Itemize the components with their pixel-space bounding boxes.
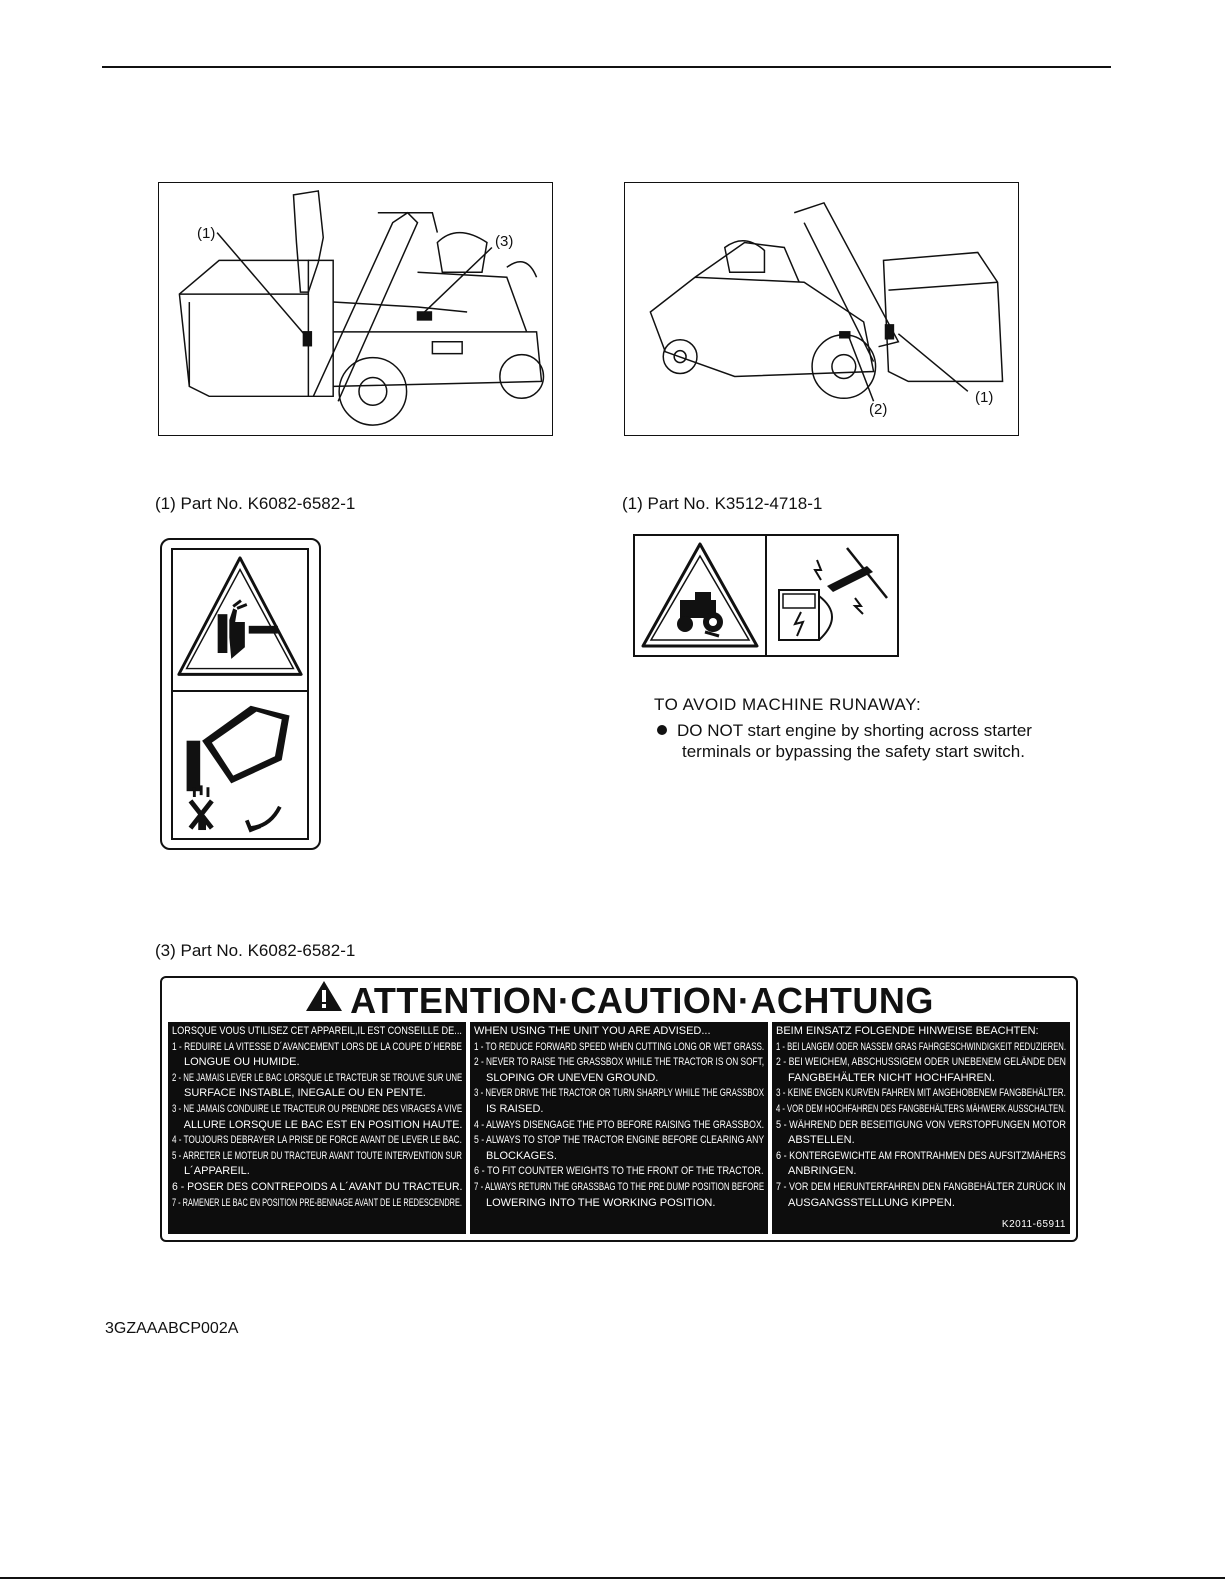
part-number-right: (1) Part No. K3512-4718-1 <box>622 494 823 513</box>
caution-line: 1 - BEI LANGEM ODER NASSEM GRAS FAHRGESCHWINDIGKEIT REDUZIEREN. <box>776 1040 1066 1053</box>
caution-line: LONGUE OU HUMIDE. <box>184 1056 300 1069</box>
caution-line: L´APPAREIL. <box>184 1165 250 1178</box>
decal-panel-bottom <box>171 692 309 840</box>
caution-line: 4 - TOUJOURS DEBRAYER LA PRISE DE FORCE AVANT DE LEVER LE BAC. <box>172 1134 462 1147</box>
warning-title: TO AVOID MACHINE RUNAWAY: <box>654 695 922 714</box>
tractor-runover-warning-icon <box>635 536 765 655</box>
caution-line: 3 - NEVER DRIVE THE TRACTOR OR TURN SHARPLY WHILE THE GRASSBOX <box>474 1087 765 1100</box>
mower-left-drawing <box>159 183 552 435</box>
caution-decal <box>160 976 1078 1242</box>
caution-line: 3 - KEINE ENGEN KURVEN FAHREN MIT ANGEHOBENEM FANGBEHÄLTER. <box>776 1087 1066 1100</box>
caution-line: 2 - NE JAMAIS LEVER LE BAC LORSQUE LE TRACTEUR SE TROUVE SUR UNE <box>172 1071 463 1084</box>
grassbox-tip-hazard-icon <box>173 692 307 836</box>
caution-line: 7 - ALWAYS RETURN THE GRASSBAG TO THE PRE DUMP POSITION BEFORE <box>474 1180 765 1193</box>
caution-line: WHEN USING THE UNIT YOU ARE ADVISED... <box>474 1025 711 1037</box>
decal2-panel-left <box>635 536 767 655</box>
caution-line: BLOCKAGES. <box>486 1149 557 1162</box>
decal-code: K2011-65911 <box>1001 1219 1066 1231</box>
caution-line: AUSGANGSSTELLUNG KIPPEN. <box>788 1196 955 1209</box>
caution-line: 3 - NE JAMAIS CONDUIRE LE TRACTEUR OU PRENDRE DES VIRAGES A VIVE <box>172 1102 463 1115</box>
decal2-panel-right <box>767 536 897 655</box>
figure-left-mower-illustration <box>158 182 553 436</box>
caution-line: 4 - VOR DEM HOCHFAHREN DES FANGBEHÄLTERS MÄHWERK AUSSCHALTEN. <box>776 1102 1066 1115</box>
caution-title-text: ATTENTION·CAUTION·ACHTUNG <box>350 980 934 1021</box>
figure-right-mower-illustration <box>624 182 1019 436</box>
caution-line: SLOPING OR UNEVEN GROUND. <box>486 1071 659 1084</box>
caution-line: 5 - ALWAYS TO STOP THE TRACTOR ENGINE BEFORE CLEARING ANY <box>474 1134 765 1147</box>
caution-line: SURFACE INSTABLE, INEGALE OU EN PENTE. <box>184 1087 426 1100</box>
caution-line: 1 - REDUIRE LA VITESSE D´AVANCEMENT LORS DE LA COUPE D´HERBE <box>172 1040 462 1053</box>
starter-short-prohibited-icon <box>767 536 897 655</box>
caution-line: 4 - ALWAYS DISENGAGE THE PTO BEFORE RAISING THE GRASSBOX. <box>474 1118 765 1131</box>
caution-line: FANGBEHÄLTER NICHT HOCHFAHREN. <box>788 1071 995 1084</box>
mower-right-drawing <box>625 183 1018 435</box>
caution-line: 5 - WÄHREND DER BESEITIGUNG VON VERSTOPFUNGEN MOTOR <box>776 1118 1066 1131</box>
crush-hand-warning-icon <box>173 550 307 690</box>
footer-document-code: 3GZAAABCP002A <box>105 1320 239 1337</box>
top-rule <box>102 66 1111 68</box>
caution-line: ANBRINGEN. <box>788 1165 857 1178</box>
caution-line: 7 - RAMENER LE BAC EN POSITION PRE-BENNAGE AVANT DE LE REDESCENDRE. <box>172 1196 462 1209</box>
decal-runaway-warning <box>633 534 899 657</box>
caution-columns <box>168 1022 1070 1234</box>
callout-2-right: (2) <box>869 401 888 418</box>
caution-line: BEIM EINSATZ FOLGENDE HINWEISE BEACHTEN: <box>776 1025 1039 1037</box>
part-number-left: (1) Part No. K6082-6582-1 <box>155 494 356 513</box>
warning-line-1 <box>657 721 1032 741</box>
decal-panel-top <box>171 548 309 692</box>
bottom-rule <box>0 1577 1225 1579</box>
caution-line: 2 - NEVER TO RAISE THE GRASSBOX WHILE THE TRACTOR IS ON SOFT, <box>474 1056 765 1069</box>
caution-line: 1 - TO REDUCE FORWARD SPEED WHEN CUTTING LONG OR WET GRASS. <box>474 1040 765 1053</box>
decal-crush-hazard <box>160 538 321 850</box>
caution-line: ABSTELLEN. <box>788 1134 855 1147</box>
caution-line: IS RAISED. <box>486 1102 544 1115</box>
caution-line: LOWERING INTO THE WORKING POSITION. <box>486 1196 716 1209</box>
caution-line: ALLURE LORSQUE LE BAC EST EN POSITION HAUTE. <box>183 1118 463 1131</box>
caution-column-french <box>168 1022 466 1234</box>
caution-line: 2 - BEI WEICHEM, ABSCHUSSIGEM ODER UNEBENEM GELÄNDE DEN <box>776 1056 1066 1069</box>
caution-line: 7 - VOR DEM HERUNTERFAHREN DEN FANGBEHÄLTER ZURÜCK IN <box>776 1180 1066 1193</box>
warning-line-1-text: DO NOT start engine by shorting across starter <box>677 721 1032 740</box>
bullet-icon <box>657 725 667 735</box>
callout-1-right: (1) <box>975 389 994 406</box>
callout-1-left: (1) <box>197 225 216 242</box>
caution-column-english <box>470 1022 768 1234</box>
part-number-bottom: (3) Part No. K6082-6582-1 <box>155 941 356 960</box>
caution-title <box>162 980 1076 1025</box>
caution-line: 6 - TO FIT COUNTER WEIGHTS TO THE FRONT OF THE TRACTOR. <box>474 1165 764 1178</box>
warning-line-2: terminals or bypassing the safety start switch. <box>682 742 1025 761</box>
caution-line: 6 - KONTERGEWICHTE AM FRONTRAHMEN DES AUFSITZMÄHERS <box>776 1149 1066 1162</box>
caution-line: 6 - POSER DES CONTREPOIDS A L´AVANT DU TRACTEUR. <box>172 1180 463 1193</box>
warning-triangle-icon <box>304 979 344 1022</box>
callout-3-left: (3) <box>495 233 514 250</box>
caution-column-german <box>772 1022 1070 1234</box>
caution-line: 5 - ARRETER LE MOTEUR DU TRACTEUR AVANT TOUTE INTERVENTION SUR <box>172 1149 463 1162</box>
caution-line: LORSQUE VOUS UTILISEZ CET APPAREIL,IL EST CONSEILLE DE... <box>172 1025 462 1037</box>
